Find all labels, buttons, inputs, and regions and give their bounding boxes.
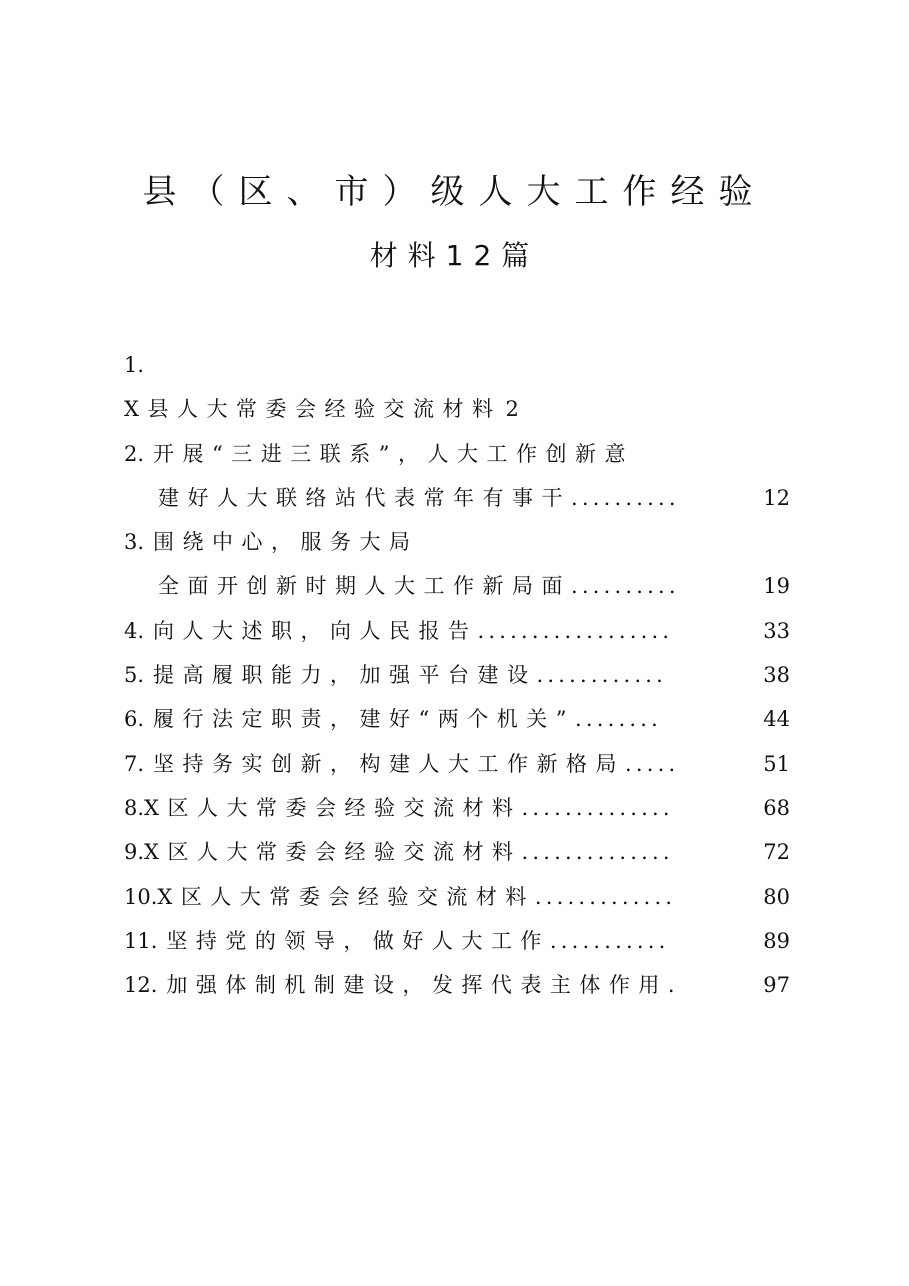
toc-title: 坚持务实创新，构建人大工作新格局 (153, 751, 626, 776)
toc-page: 72 (763, 840, 790, 865)
toc-number: 3. (124, 530, 145, 555)
toc-number: 7. (124, 751, 145, 776)
toc-leader: .............. (521, 840, 674, 865)
toc-leader: ........... (549, 928, 670, 953)
toc-page: 97 (763, 973, 790, 998)
toc-page: 80 (763, 884, 790, 909)
toc-title: 履行法定职责，建好“两个机关” (153, 707, 576, 732)
toc-number: 1. (124, 353, 145, 377)
toc-page: 44 (763, 707, 790, 732)
toc-row-9[interactable] (124, 830, 790, 874)
toc-title: X区人大常委会经验交流材料 (144, 840, 522, 865)
document-title-line-2: 材料12篇 (369, 239, 540, 272)
toc-page: 68 (763, 795, 790, 820)
toc-number: 12. (124, 973, 158, 998)
toc-page: 19 (763, 574, 790, 599)
toc-title: 提高履职能力，加强平台建设 (153, 663, 537, 688)
toc-row-2[interactable] (124, 432, 790, 476)
toc-row-5[interactable] (124, 653, 790, 697)
toc-number: 10. (124, 884, 158, 909)
toc-title: 全面开创新时期人大工作新局面 (158, 574, 571, 599)
toc-title: X区人大常委会经验交流材料 (144, 795, 522, 820)
toc-page: 38 (763, 663, 790, 688)
toc-title: 加强体制机制建设，发挥代表主体作用 (166, 973, 668, 998)
toc-row-3[interactable] (124, 520, 790, 564)
toc-row-2-sub[interactable] (124, 476, 790, 520)
toc-row-8[interactable] (124, 786, 790, 830)
toc-row-1-title[interactable] (124, 387, 790, 431)
toc-page: 89 (763, 928, 790, 953)
toc-row-12[interactable] (124, 963, 790, 1007)
toc-row-3-sub[interactable] (124, 564, 790, 608)
toc-number: 9. (124, 840, 145, 865)
toc-title: X县人大常委会经验交流材料 (124, 397, 502, 422)
toc-row-7[interactable] (124, 742, 790, 786)
toc-row-10[interactable] (124, 875, 790, 919)
toc-row-1[interactable] (124, 343, 790, 387)
toc-number: 5. (124, 663, 145, 688)
toc-number: 11. (124, 928, 158, 953)
toc-number: 4. (124, 618, 145, 643)
toc-title: 坚持党的领导，做好人大工作 (166, 928, 550, 953)
toc-leader: .......... (571, 485, 680, 510)
toc-page: 51 (763, 751, 790, 776)
toc-number: 6. (124, 707, 145, 732)
toc-leader: . (667, 973, 679, 998)
toc-number: 2. (124, 441, 145, 466)
toc-title: 围绕中心，服务大局 (153, 530, 419, 555)
toc-leader: ............. (534, 884, 677, 909)
toc-leader: ........ (575, 707, 663, 732)
toc-leader: .......... (571, 574, 680, 599)
toc-title: 开展“三进三联系”，人大工作创新意 (153, 441, 635, 466)
toc-leader: .............. (521, 795, 674, 820)
document-title-line-1: 县（区、市）级人大工作经验 (142, 172, 767, 212)
toc-title: 建好人大联络站代表常年有事干 (158, 485, 571, 510)
toc-row-11[interactable] (124, 919, 790, 963)
toc-row-6[interactable] (124, 697, 790, 741)
toc-page: 12 (763, 485, 790, 510)
toc-leader: ............ (536, 663, 668, 688)
toc-row-4[interactable] (124, 609, 790, 653)
toc-page: 33 (763, 618, 790, 643)
toc-title: 向人大述职，向人民报告 (153, 618, 478, 643)
toc-leader: ..... (625, 751, 680, 776)
toc-page: 2 (505, 397, 519, 422)
toc-leader: .................. (477, 618, 674, 643)
toc-number: 8. (124, 795, 145, 820)
toc-title: X区人大常委会经验交流材料 (157, 884, 535, 909)
table-of-contents (124, 343, 790, 1007)
